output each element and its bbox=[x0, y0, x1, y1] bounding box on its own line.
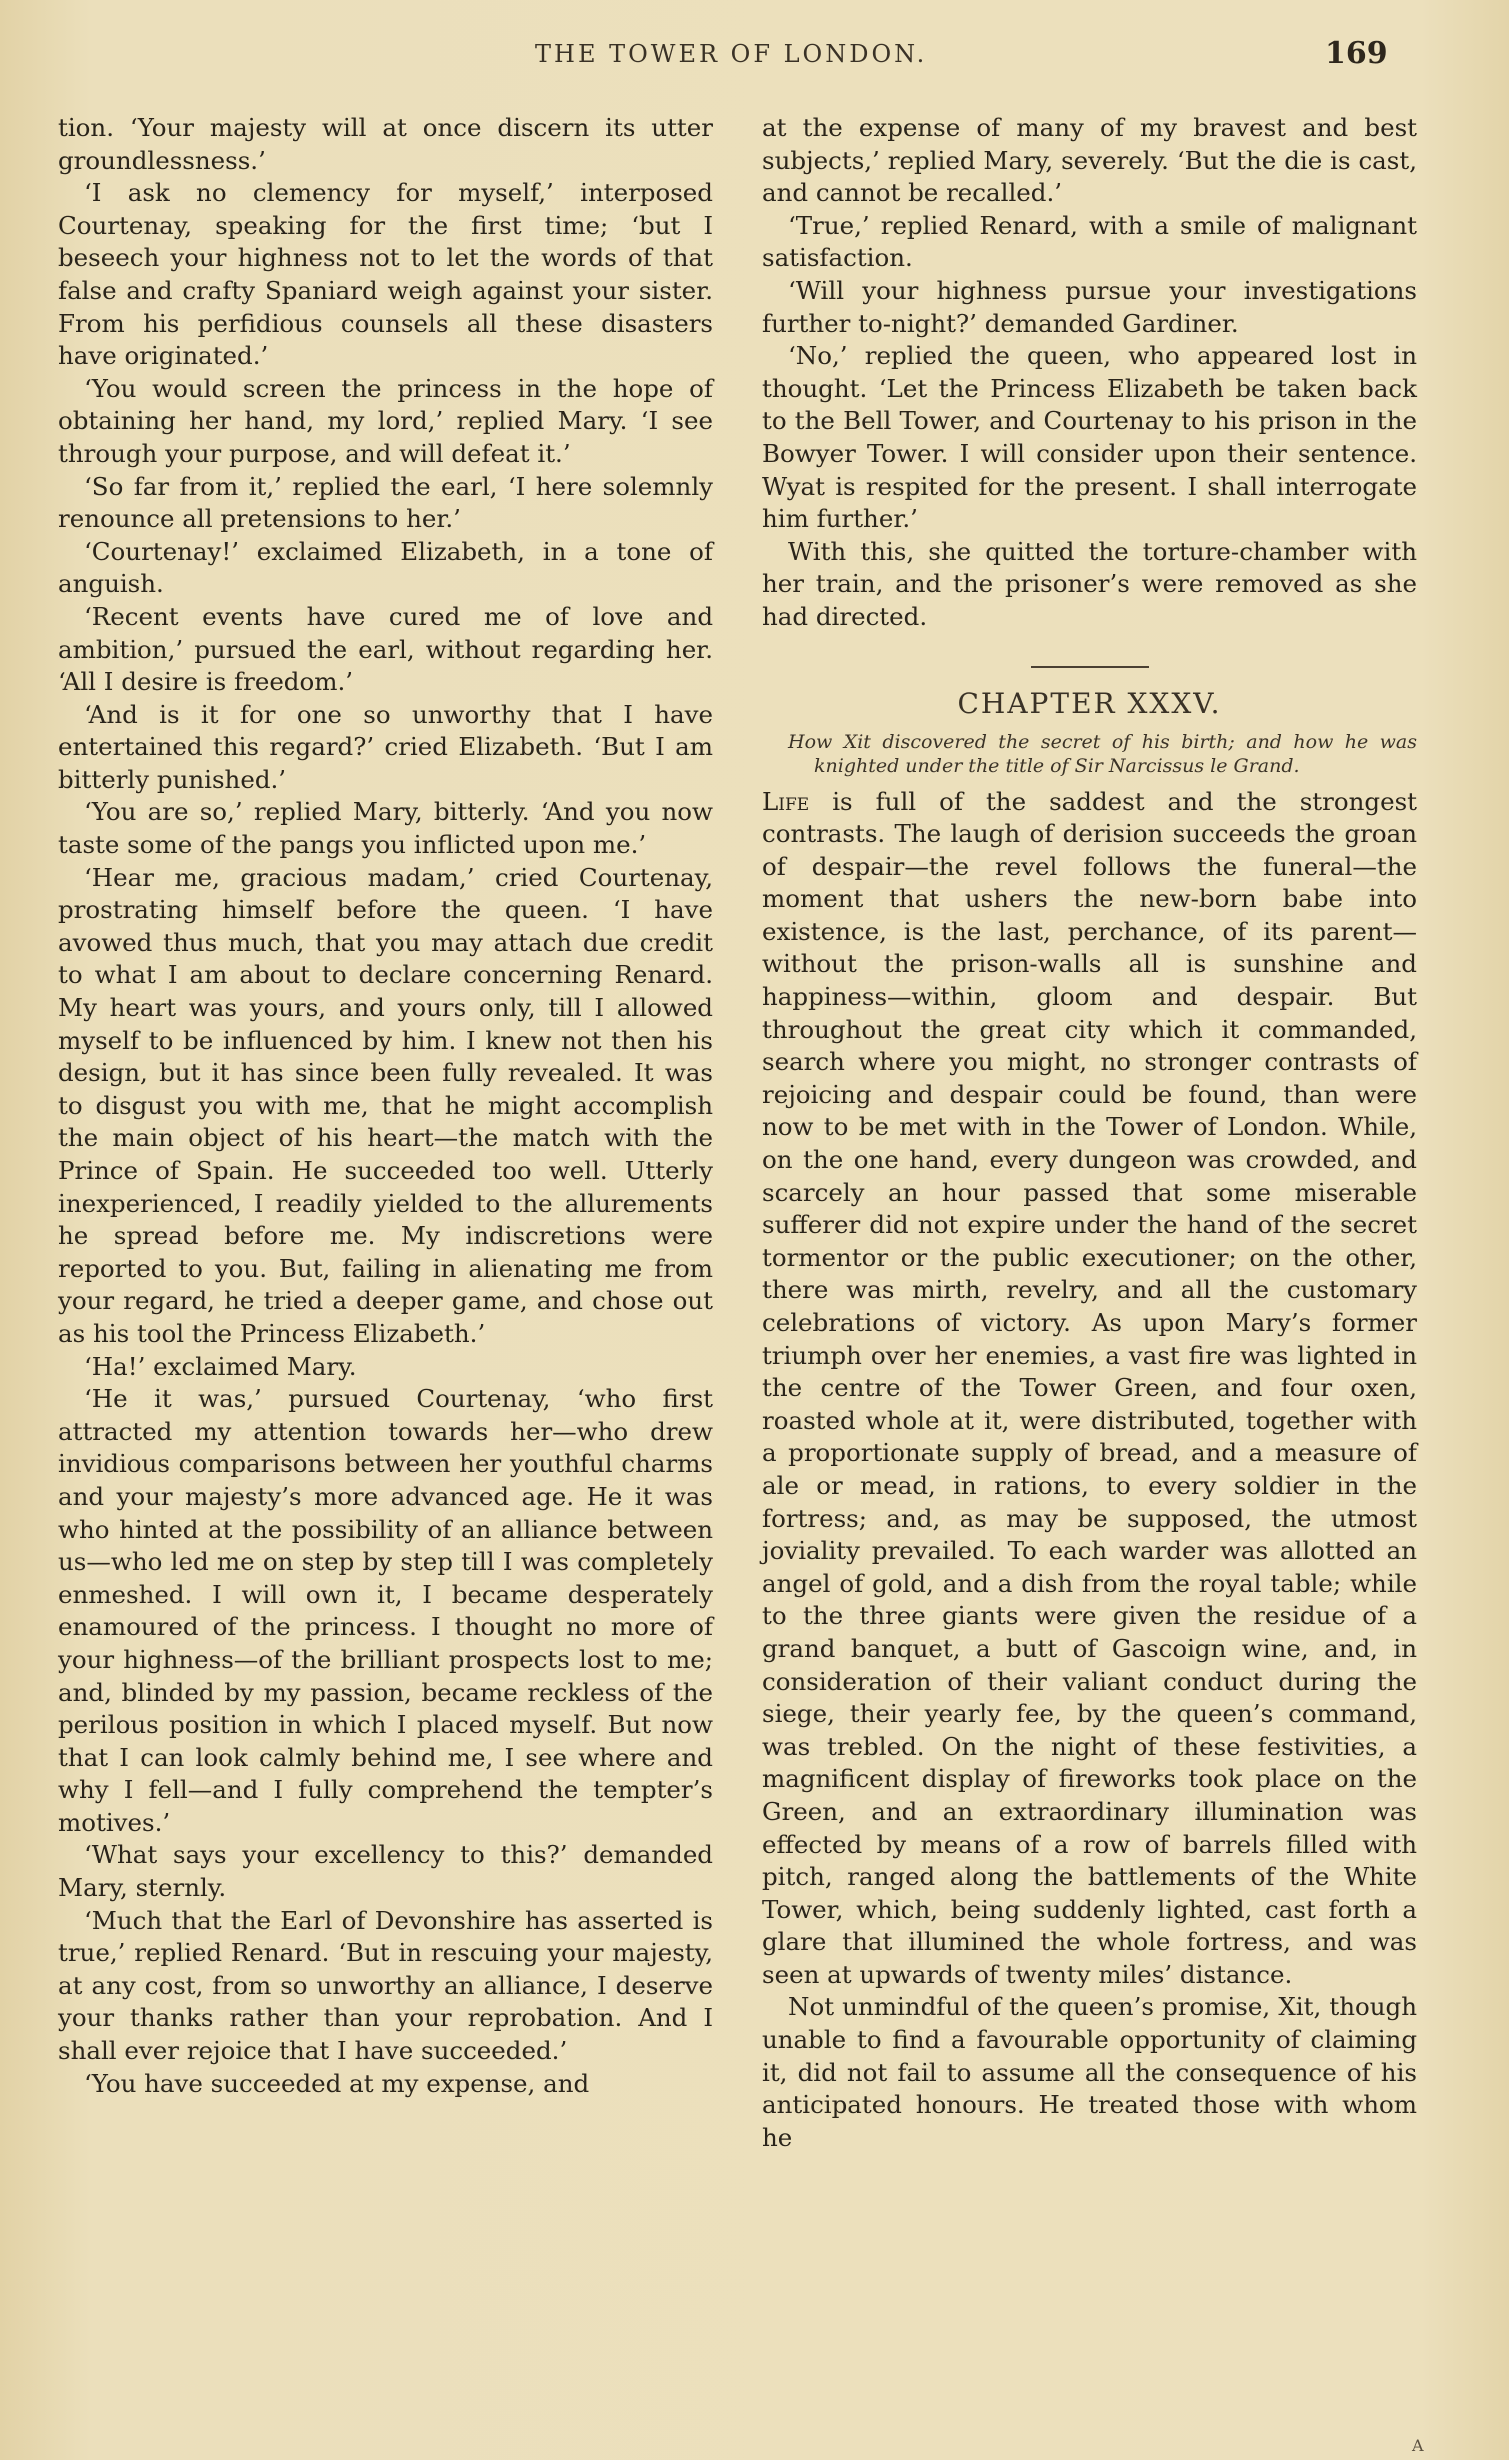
paragraph: ‘Recent events have cured me of love and ambition,’ pursued the earl, without regarding her. ‘All I desire is freedom.’ bbox=[58, 601, 713, 697]
paragraph: ‘And is it for one so unworthy that I have entertained this regard?’ cried Elizabeth. ‘But I am bitterly punished.’ bbox=[58, 699, 713, 794]
paragraph: ‘You have succeeded at my expense, and bbox=[84, 2068, 590, 2098]
paragraph: ‘You are so,’ replied Mary, bitterly. ‘And you now taste some of the pangs you inflicted upon me.’ bbox=[58, 797, 713, 860]
paragraph: With this, she quitted the torture-chamber with her train, and the prisoner’s were removed as she had directed. bbox=[762, 536, 1417, 631]
page-number: 169 bbox=[1325, 36, 1388, 71]
paragraph: ‘Will your highness pursue your investigations further to-night?’ demanded Gardiner. bbox=[762, 275, 1417, 338]
paragraph-body: is full of the saddest and the strongest contrasts. The laugh of derision succeeds the groan of despair—the revel follows the funeral—the moment that ushers the new-born babe into existence, is the last, perchance, of its parent—without the prison-walls all is sunshine and happiness—within, gloom and despair. But throughout the great city which it commanded, search where you might, no stronger contrasts of rejoicing and despair could be found, than were now to be met with in the Tower of London. While, on the one hand, every dungeon was crowded, and scarcely an hour passed that some miserable sufferer did not expire under the hand of the secret tormentor or the public executioner; on the other, there was mirth, revelry, and all the customary celebrations of victory. As upon Mary’s former triumph over her enemies, a vast fire was lighted in the centre of the Tower Green, and four oxen, roasted whole at it, were distributed, together with a proportionate supply of bread, and a measure of ale or mead, in rations, to every soldier in the fortress; and, as may be supposed, the utmost joviality prevailed. To each warder was allotted an angel of gold, and a dish from the royal table; while to the three giants were given the residue of a grand banquet, a butt of Gascoign wine, and, in consideration of their valiant conduct during the siege, their yearly fee, by the queen’s command, was trebled. On the night of these festivities, a magnificent display of fireworks took place on the Green, and an extraordinary illumination was effected by means of a row of barrels filled with pitch, ranged along the battlements of the White Tower, which, being suddenly lighted, cast forth a glare that illumined the whole fortress, and was seen at upwards of twenty miles’ distance. bbox=[762, 786, 1417, 1989]
paragraph: ‘Ha!’ exclaimed Mary. bbox=[84, 1351, 357, 1381]
left-column bbox=[58, 112, 713, 2100]
paragraph: ‘He it was,’ pursued Courtenay, ‘who first attracted my attention towards her—who drew invidious comparisons between her youthful charms and your majesty’s more advanced age. He it was who hinted at the possibility of an alliance between us—who led me on step by step till I was completely enmeshed. I will own it, I became desperately enamoured of the princess. I thought no more of your highness—of the brilliant prospects lost to me; and, blinded by my passion, became reckless of the perilous position in which I placed myself. But now that I can look calmly behind me, I see where and why I fell—and I fully comprehend the tempter’s motives.’ bbox=[58, 1384, 713, 1837]
paragraph: ‘So far from it,’ replied the earl, ‘I here solemnly renounce all pretensions to her.’ bbox=[58, 471, 713, 534]
chapter-opening-paragraph bbox=[762, 786, 1417, 1992]
paragraph: tion. ‘Your majesty will at once discern its utter groundlessness.’ bbox=[58, 113, 713, 175]
paragraph: ‘I ask no clemency for myself,’ interposed Courtenay, speaking for the first time; ‘but I beseech your highness not to let the words of that false and crafty Spaniard weigh against your sister. From his perfidious counsels all these disasters have originated.’ bbox=[58, 178, 713, 371]
paragraph: ‘Hear me, gracious madam,’ cried Courtenay, prostrating himself before the queen. ‘I have avowed thus much, that you may attach due credit to what I am about to declare concerning Renard. My heart was yours, and yours only, till I allowed myself to be influenced by him. I knew not then his design, but it has since been fully revealed. It was to disgust you with me, that he might accomplish the main object of his heart—the match with the Prince of Spain. He succeeded too well. Utterly inexperienced, I readily yielded to the allurements he spread before me. My indiscretions were reported to you. But, failing in alienating me from your regard, he tried a deeper game, and chose out as his tool the Princess Elizabeth.’ bbox=[58, 862, 713, 1348]
right-column bbox=[762, 112, 1417, 2154]
paragraph: ‘Much that the Earl of Devonshire has asserted is true,’ replied Renard. ‘But in rescuing your majesty, at any cost, from so unworthy an alliance, I deserve your thanks rather than your reprobation. And I shall ever rejoice that I have succeeded.’ bbox=[58, 1905, 713, 2066]
paragraph: ‘What says your excellency to this?’ demanded Mary, sternly. bbox=[58, 1840, 713, 1903]
running-title: THE TOWER OF LONDON. bbox=[535, 40, 928, 68]
running-head bbox=[0, 36, 1509, 80]
paragraph: ‘You would screen the princess in the hope of obtaining her hand, my lord,’ replied Mary. ‘I see through your purpose, and will defeat it.’ bbox=[58, 373, 713, 468]
paragraph: at the expense of many of my bravest and best subjects,’ replied Mary, severely. ‘But the die is cast, and cannot be recalled.’ bbox=[762, 113, 1417, 208]
paragraph: ‘True,’ replied Renard, with a smile of malignant satisfaction. bbox=[762, 210, 1417, 273]
signature-mark: A bbox=[1412, 2436, 1424, 2455]
paragraph: ‘Courtenay!’ exclaimed Elizabeth, in a tone of anguish. bbox=[58, 536, 713, 599]
chapter-divider bbox=[1031, 666, 1149, 668]
chapter-subtitle: How Xit discovered the secret of his birth; and how he was knighted under the title of Sir Narcissus le Grand. bbox=[788, 730, 1417, 777]
paragraph: ‘No,’ replied the queen, who appeared lost in thought. ‘Let the Princess Elizabeth be taken back to the Bell Tower, and Courtenay to his prison in the Bowyer Tower. I will consider upon their sentence. Wyat is respited for the present. I shall interrogate him further.’ bbox=[762, 341, 1417, 534]
chapter-title: CHAPTER XXXV. bbox=[957, 686, 1222, 720]
dropword: Life bbox=[762, 786, 810, 816]
paragraph: Not unmindful of the queen’s promise, Xit, though unable to find a favourable opportunity of claiming it, did not fail to assume all the consequence of his anticipated honours. He treated those with whom he bbox=[762, 1992, 1417, 2152]
